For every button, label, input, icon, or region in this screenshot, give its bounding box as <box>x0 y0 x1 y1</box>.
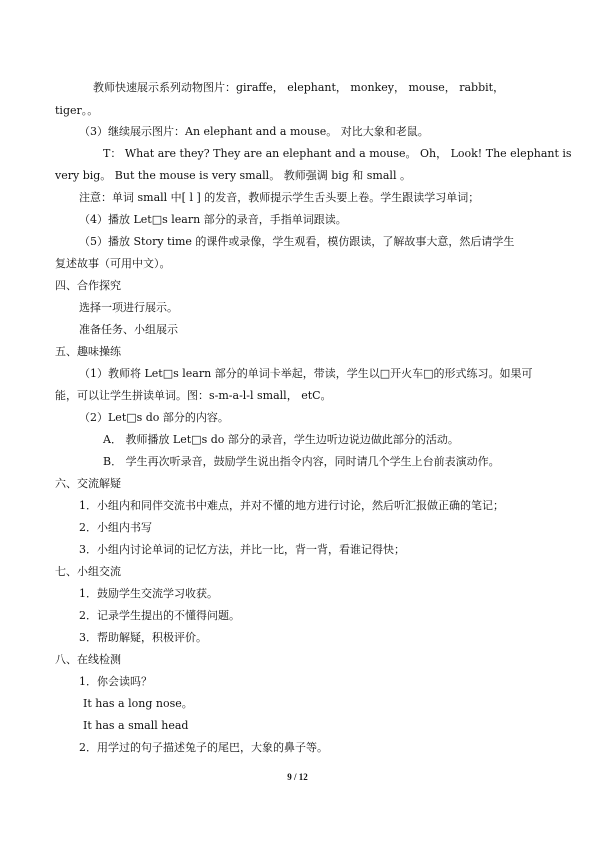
text-line: 选择一项进行展示。 <box>79 301 178 314</box>
text-line: It has a small head <box>83 719 189 732</box>
text-line: 能，可以让学生拼读单词。图：s-m-a-l-l small， etC。 <box>55 389 332 402</box>
list-item: 1．小组内和同伴交流书中难点，并对不懂的地方进行讨论，然后听汇报做正确的笔记； <box>79 499 504 512</box>
text-line: （3）继续展示图片：An elephant and a mouse。 对比大象和老鼠。 <box>79 125 429 138</box>
page-number: 9 / 12 <box>287 772 308 782</box>
list-item: 3．帮助解疑，积极评价。 <box>79 631 207 644</box>
section-heading: 八、在线检测 <box>55 653 121 666</box>
text-line: T： What are they? They are an elephant and a mouse。 Oh， Look! The elephant is <box>103 147 572 160</box>
section-heading: 四、合作探究 <box>55 279 121 292</box>
section-heading: 五、趣味操练 <box>55 345 121 358</box>
list-item: 2．用学过的句子描述兔子的尾巴，大象的鼻子等。 <box>79 741 328 754</box>
text-line: tiger。。 <box>55 104 99 117</box>
text-line: 准备任务、小组展示 <box>79 323 178 336</box>
text-line: very big。 But the mouse is very small。 教师强调 big 和 small 。 <box>55 169 411 182</box>
text-line: 注意：单词 small 中[ l ] 的发音，教师提示学生舌头要上卷。学生跟读学习单词； <box>79 191 480 204</box>
text-line: It has a long nose。 <box>83 697 193 710</box>
text-line: A． 教师播放 Let□s do 部分的录音，学生边听边说边做此部分的活动。 <box>103 433 459 446</box>
text-line: 教师快速展示系列动物图片：giraffe， elephant， monkey， mouse， rabbit， <box>93 81 505 94</box>
text-line: （2）Let□s do 部分的内容。 <box>79 411 229 424</box>
text-line: （1）教师将 Let□s learn 部分的单词卡举起，带读，学生以□开火车□的形式练习。如果可 <box>79 367 533 380</box>
text-line: B． 学生再次听录音，鼓励学生说出指令内容，同时请几个学生上台前表演动作。 <box>103 455 500 468</box>
section-heading: 七、小组交流 <box>55 565 121 578</box>
list-item: 2．小组内书写 <box>79 521 152 534</box>
list-item: 1．鼓励学生交流学习收获。 <box>79 587 218 600</box>
list-item: 3．小组内讨论单词的记忆方法，并比一比，背一背，看谁记得快； <box>79 543 405 556</box>
section-heading: 六、交流解疑 <box>55 477 121 490</box>
list-item: 2．记录学生提出的不懂得问题。 <box>79 609 240 622</box>
text-line: （4）播放 Let□s learn 部分的录音，手指单词跟读。 <box>79 213 347 226</box>
list-item: 1．你会读吗？ <box>79 675 152 688</box>
text-line: （5）播放 Story time 的课件或录像，学生观看，模仿跟读，了解故事大意，然后请学生 <box>79 235 515 248</box>
text-line: 复述故事（可用中文）。 <box>55 257 171 270</box>
